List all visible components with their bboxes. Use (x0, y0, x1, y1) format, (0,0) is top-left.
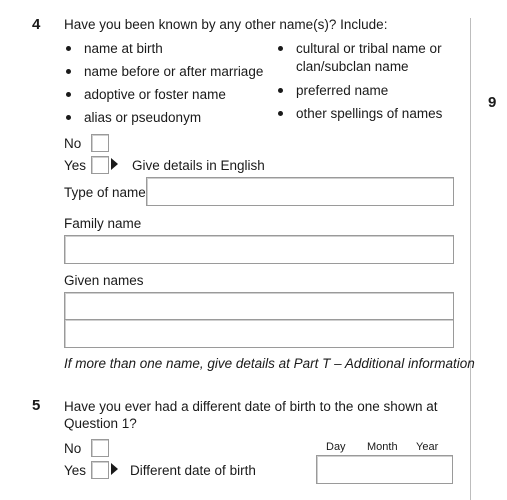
day-label: Day (326, 441, 346, 453)
q4-yes-label: Yes (64, 158, 87, 173)
question-4-text: Have you been known by any other name(s)? Include: (64, 17, 388, 32)
given-names-label: Given names (64, 273, 144, 288)
question-4-number: 4 (32, 16, 41, 33)
q5-no-checkbox[interactable] (91, 439, 109, 457)
question-5-text-line1: Have you ever had a different date of birth to the one shown at (64, 399, 438, 414)
q4-yes-checkbox[interactable] (91, 156, 109, 174)
arrow-right-icon (111, 463, 118, 475)
arrow-right-icon (111, 158, 118, 170)
q4-no-checkbox[interactable] (91, 134, 109, 152)
bullet-cultural-name-cont: clan/subclan name (296, 59, 409, 74)
q5-no-label: No (64, 441, 82, 456)
type-of-name-label: Type of name (64, 185, 146, 200)
year-label: Year (416, 441, 439, 453)
q5-yes-checkbox[interactable] (91, 461, 109, 479)
page-number: 9 (488, 94, 497, 111)
page-divider (470, 18, 471, 500)
additional-info-note: If more than one name, give details at Part T – Additional information (64, 356, 475, 371)
question-5-text-line2: Question 1? (64, 416, 137, 431)
date-of-birth-field[interactable] (316, 455, 453, 484)
type-of-name-field[interactable] (146, 177, 454, 206)
family-name-field[interactable] (64, 235, 454, 264)
q5-yes-instruction: Different date of birth (130, 463, 256, 478)
q4-no-label: No (64, 136, 82, 151)
given-names-field-1[interactable] (64, 292, 454, 321)
q5-yes-label: Yes (64, 463, 87, 478)
given-names-field-2[interactable] (64, 319, 454, 348)
month-label: Month (367, 441, 398, 453)
family-name-label: Family name (64, 216, 142, 231)
q4-yes-instruction: Give details in English (132, 158, 265, 173)
question-5-number: 5 (32, 397, 41, 414)
